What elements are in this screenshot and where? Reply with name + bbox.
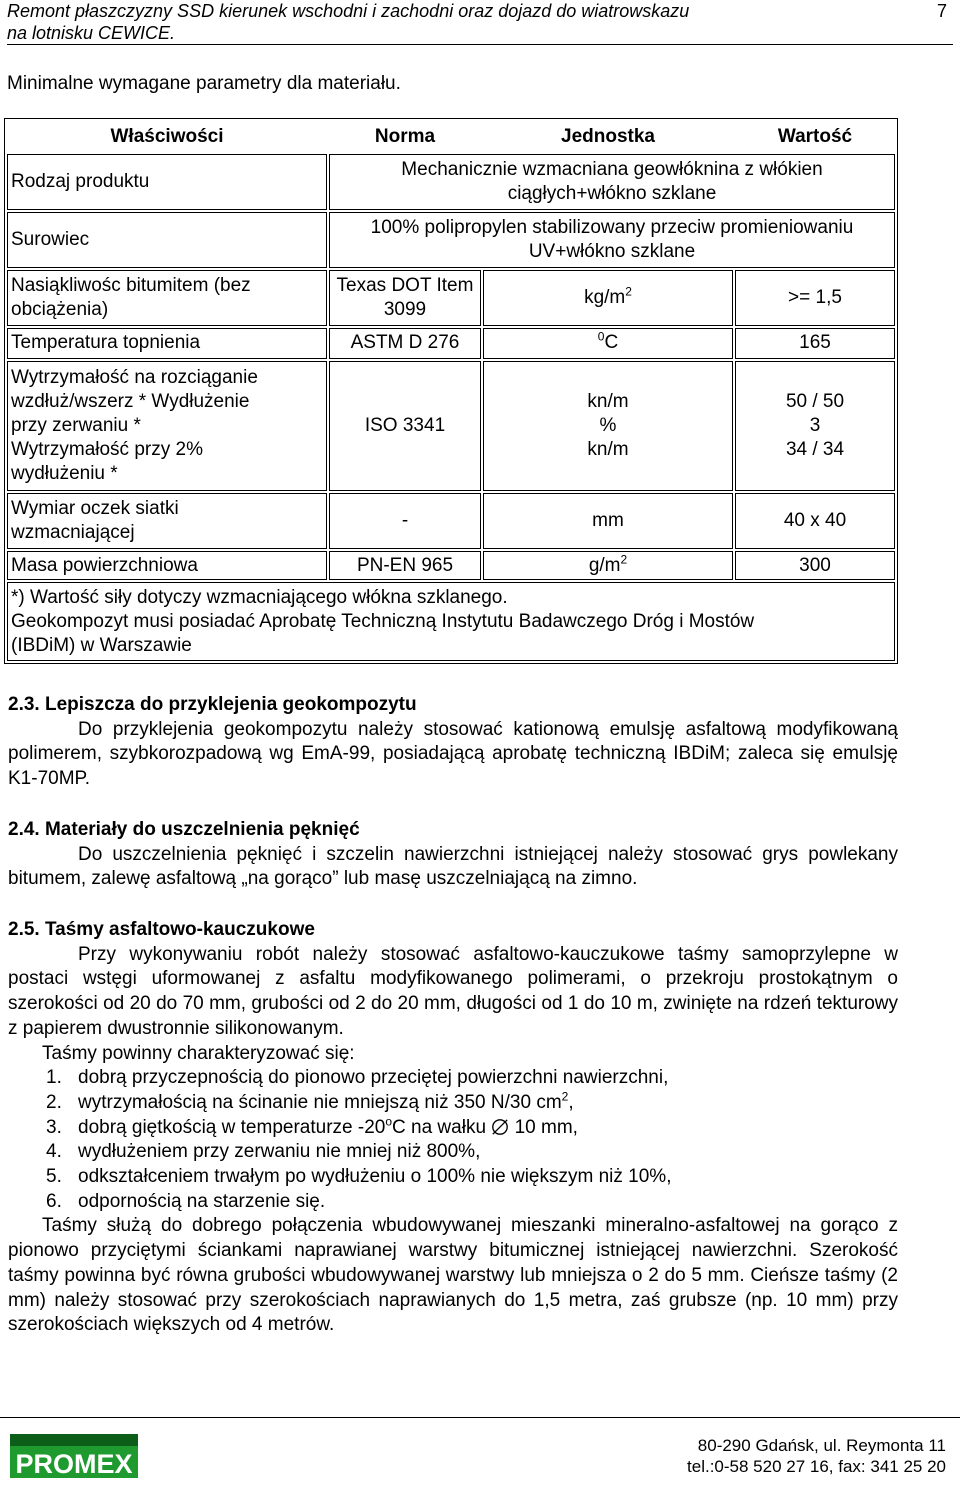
- table-row: Wytrzymałość na rozciąganie wzdłuż/wszerz * Wydłużenie przy zerwaniu * Wytrzymałość przy 2% wydłużeniu * ISO 3341 kn/m % kn/m 50 / 50 3 34 / 34: [7, 361, 895, 491]
- table-header-row: Właściwości Norma Jednostka Wartość: [110, 125, 853, 147]
- section-heading: 2.4. Materiały do uszczelnienia pęknięć: [8, 819, 360, 840]
- list-item: 5. odkształceniem trwałym po wydłużeniu o 100% nie większym niż 10%,: [46, 1166, 672, 1188]
- section-heading: 2.3. Lepiszcza do przyklejenia geokompozytu: [8, 694, 417, 715]
- section-2-5: 2.5. Taśmy asfaltowo-kauczukowe Przy wykonywaniu robót należy stosować asfaltowo-kauczukowe taśmy samoprzylepne w postaci wstęgi uformowanej z asfaltu modyfikowanego polimerami, o przekroju prostokątnym o szerokości od 20 do 70 mm, grubości od 2 do 20 mm, długości od 1 do 10 m, zwinięte na rdzeń tekturowy z papierem dwustronnie silikonowanym. Taśmy powinny charakteryzować się: 1. dobrą przyczepnością do pionowo przeciętej powierzchni nawierzchni, 2. wytrzymałością na ścinanie nie mniejszą niż 350 N/30 $cm^2$, 3. dobrą giętkością w temperaturze -20$^o$C na wałku 10 mm, 4. wydłużeniem przy zerwaniu nie mniej niż 800%, 5. odkształceniem trwałym po wydłużeniu o 100% nie większym niż 10%, 6. odpornością na starzenie się. Taśmy służą do dobrego połączenia wbudowywanej mieszanki mineralno-asfaltowej na gorąco z pionowo przyciętymi ściankami naprawianej warstwy bitumicznej istniejącej nawierzchni. Szerokość taśmy powinna być równa grubości wbudowywanej warstwy lub mniejsza o 2 do 5 mm. Cieńsze taśmy (2 mm) należy stosować przy szerokościach naprawianych do 1,5 metra, zaś grubsze (np. 10 mm) przy szerokościach większych od 4 metrów.: [8, 919, 898, 1336]
- parameters-table: [4, 118, 898, 664]
- svg-text:PROMEX: PROMEX: [15, 1449, 133, 1478]
- table-note-row: *) Wartość siły dotyczy wzmacniającego włókna szklanego. Geokompozyt musi posiadać Aprobatę Techniczną Instytutu Badawczego Dróg i Mostów (IBDiM) w Warszawie: [7, 582, 895, 661]
- table-row: Temperatura topnienia ASTM D 276 $^0$C 165: [7, 328, 895, 359]
- table-row: Wymiar oczek siatki wzmacniającej - mm 40 x 40: [7, 493, 895, 549]
- requirements-list: [8, 1066, 898, 1214]
- list-item: 3. dobrą giętkością w temperaturze -20$^o$C na wałku 10 mm,: [46, 1114, 578, 1138]
- section-2-3: 2.3. Lepiszcza do przyklejenia geokompozytu Do przyklejenia geokompozytu należy stosować kationową emulsję asfaltową modyfikowaną polimerem, szybkorozpadową wg EmA-99, posiadającą aprobatę techniczną IBDiM; zaleca się emulsję K1-70MP.: [8, 694, 898, 790]
- table-row: Masa powierzchniowa PN-EN 965 $g/m^2$ 300: [7, 551, 895, 580]
- promex-logo: [10, 1434, 138, 1478]
- document-title: Remont płaszczyzny SSD kierunek wschodni i zachodni oraz dojazd do wiatrowskazu na lotnisku CEWICE.: [7, 1, 690, 43]
- list-item: 1. dobrą przyczepnością do pionowo przeciętej powierzchni nawierzchni,: [46, 1067, 669, 1089]
- page-footer: [0, 1417, 960, 1418]
- table-row: Nasiąkliwośc bitumitem (bez obciążenia) Texas DOT Item 3099 $kg/m^2$ >= 1,5: [7, 270, 895, 326]
- page-header: [7, 0, 953, 45]
- list-item: 6. odpornością na starzenie się.: [46, 1190, 326, 1212]
- list-item: 4. wydłużeniem przy zerwaniu nie mniej niż 800%,: [46, 1141, 481, 1163]
- table-row: Rodzaj produktu Mechanicznie wzmacniana geowłóknina z włókien ciągłych+włókno szklane: [7, 154, 895, 210]
- list-item: 2. wytrzymałością na ścinanie nie mniejszą niż 350 N/30 $cm^2$,: [46, 1089, 574, 1113]
- section-2-4: 2.4. Materiały do uszczelnienia pęknięć Do uszczelnienia pęknięć i szczelin nawierzchni istniejącej należy stosować grys powlekany bitumem, zalewę asfaltową „na gorąco” lub masę uszczelniającą na zimno.: [8, 819, 898, 890]
- page-number: 7: [936, 1, 947, 21]
- diameter-icon: [491, 1118, 509, 1136]
- section-heading: 2.5. Taśmy asfaltowo-kauczukowe: [8, 919, 315, 940]
- company-address: 80-290 Gdańsk, ul. Reymonta 11 tel.:0-58 520 27 16, fax: 341 25 20: [687, 1436, 946, 1476]
- table-row: Surowiec 100% polipropylen stabilizowany przeciw promieniowaniu UV+włókno szklane: [7, 212, 895, 268]
- intro-text: Minimalne wymagane parametry dla materiału.: [7, 73, 401, 94]
